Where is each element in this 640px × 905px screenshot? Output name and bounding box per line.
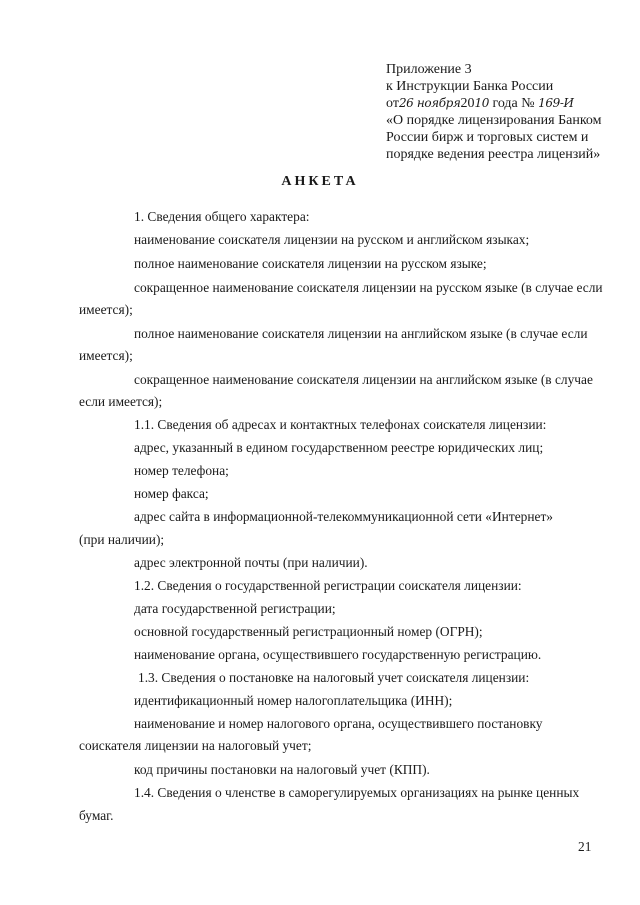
paragraph-line: основной государственный регистрационный номер (ОГРН);: [134, 624, 483, 639]
paragraph-line: идентификационный номер налогоплательщика (ИНН);: [134, 693, 453, 708]
handwritten-date-day: 26 ноября: [398, 96, 461, 110]
paragraph-line: если имеется);: [79, 394, 163, 409]
paragraph-line: имеется);: [79, 302, 133, 317]
annex-line-6: порядке ведения реестра лицензий»: [386, 147, 601, 162]
annex-line-5: России бирж и торговых систем и: [386, 130, 589, 145]
paragraph-line: 1.4. Сведения о членстве в саморегулируемых организациях на рынке ценных: [134, 785, 580, 800]
paragraph-line: сокращенное наименование соискателя лицензии на русском языке (в случае если: [134, 280, 603, 295]
paragraph-line: 1. Сведения общего характера:: [134, 209, 310, 224]
paragraph-line: номер факса;: [134, 486, 209, 501]
paragraph-line: код причины постановки на налоговый учет (КПП).: [134, 762, 430, 777]
handwritten-number: 169-И: [538, 96, 574, 110]
annex-line-3: [386, 95, 626, 112]
annex-line-4: «О порядке лицензирования Банком: [386, 113, 602, 128]
paragraph-line: сокращенное наименование соискателя лицензии на английском языке (в случае: [134, 372, 593, 387]
date-suffix: года №: [492, 96, 535, 111]
date-prefix: от: [386, 96, 399, 111]
paragraph-line: 1.1. Сведения об адресах и контактных телефонах соискателя лицензии:: [134, 417, 547, 432]
paragraph-line: (при наличии);: [79, 532, 165, 547]
handwritten-date-year: 10: [474, 96, 489, 110]
paragraph-line: имеется);: [79, 348, 133, 363]
paragraph-line: 1.2. Сведения о государственной регистрации соискателя лицензии:: [134, 578, 522, 593]
paragraph-line: адрес, указанный в едином государственном реестре юридических лиц;: [134, 440, 544, 455]
paragraph-line: адрес электронной почты (при наличии).: [134, 555, 368, 570]
paragraph-line: бумаг.: [79, 808, 114, 823]
annex-line-1: Приложение 3: [386, 62, 472, 77]
annex-line-2: к Инструкции Банка России: [386, 79, 554, 94]
paragraph-line: наименование органа, осуществившего государственную регистрацию.: [134, 647, 542, 662]
paragraph-line: дата государственной регистрации;: [134, 601, 336, 616]
annex-header: [386, 61, 626, 163]
page-number: 21: [578, 839, 592, 854]
paragraph-line: адрес сайта в информационной-телекоммуникационной сети «Интернет»: [134, 509, 553, 524]
paragraph-line: 1.3. Сведения о постановке на налоговый учет соискателя лицензии:: [138, 670, 530, 685]
date-mid: 20: [460, 96, 475, 111]
document-title: АНКЕТА: [281, 174, 359, 189]
paragraph-line: наименование и номер налогового органа, осуществившего постановку: [134, 716, 543, 731]
paragraph-line: номер телефона;: [134, 463, 229, 478]
paragraph-line: полное наименование соискателя лицензии на русском языке;: [134, 256, 487, 271]
paragraph-line: наименование соискателя лицензии на русском и английском языках;: [134, 232, 530, 247]
paragraph-line: соискателя лицензии на налоговый учет;: [79, 738, 312, 753]
paragraph-line: полное наименование соискателя лицензии на английском языке (в случае если: [134, 326, 588, 341]
